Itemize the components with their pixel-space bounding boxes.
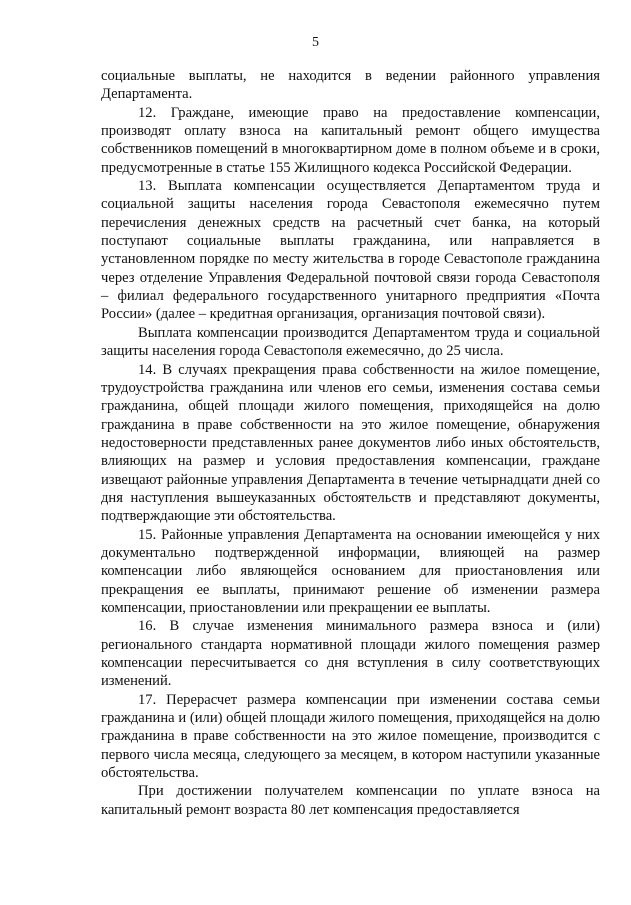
page-number: 5 [312,35,319,50]
paragraph-13: 13. Выплата компенсации осуществляется Департаментом труда и социальной защиты населения города Севастополя ежемесячно путем перечисления денежных средств на расчетный счет банка, на который поступают социальные выплаты гражданина, или направляется в установленном порядке по месту жительства в городе Севастополе гражданина через отделение Управления Федеральной почтовой связи города Севастополя – филиал федерального государственного унитарного предприятия «Почта России» (далее – кредитная организация, организация почтовой связи). [101,178,600,323]
paragraph-17: 17. Перерасчет размера компенсации при изменении состава семьи гражданина и (или) общей площади жилого помещения, приходящейся на долю гражданина в праве собственности на это жилое помещение, производится с первого числа месяца, следующего за месяцем, в котором наступили указанные обстоятельства. [101,691,600,782]
document-body [101,67,600,819]
paragraph-14: 14. В случаях прекращения права собственности на жилое помещение, трудоустройства гражданина или членов его семьи, изменения состава семьи гражданина, общей площади жилого помещения, приходящейся на долю гражданина в праве собственности на это жилое помещение, обнаружения недостоверности представленных ранее документов либо иных обстоятельств, влияющих на размер и условия предоставления компенсации, граждане извещают районные управления Департамента в течение четырнадцати дней со дня наступления вышеуказанных обстоятельств и представляют документы, подтверждающие эти обстоятельства. [101,361,600,525]
paragraph-17-age-80: При достижении получателем компенсации по уплате взноса на капитальный ремонт возраста 80 лет компенсация предоставляется [101,783,600,818]
paragraph-16: 16. В случае изменения минимального размера взноса и (или) регионального стандарта нормативной площади жилого помещения размер компенсации пересчитывается со дня вступления в силу соответствующих изменений. [101,618,600,690]
paragraph-13-payment-date: Выплата компенсации производится Департаментом труда и социальной защиты населения города Севастополя ежемесячно, до 25 числа. [101,324,600,360]
paragraph-12: 12. Граждане, имеющие право на предоставление компенсации, производят оплату взноса на капитальный ремонт общего имущества собственников помещений в многоквартирном доме в полном объеме и в сроки, предусмотренные в статье 155 Жилищного кодекса Российской Федерации. [101,104,600,176]
paragraph-continuation: социальные выплаты, не находится в ведении районного управления Департамента. [101,68,600,103]
paragraph-15: 15. Районные управления Департамента на основании имеющейся у них документально подтвержденной информации, влияющей на размер компенсации либо являющейся основанием для приостановления или прекращения ее выплаты, принимают решение об изменении размера компенсации, приостановлении или прекращении ее выплаты. [101,526,600,616]
